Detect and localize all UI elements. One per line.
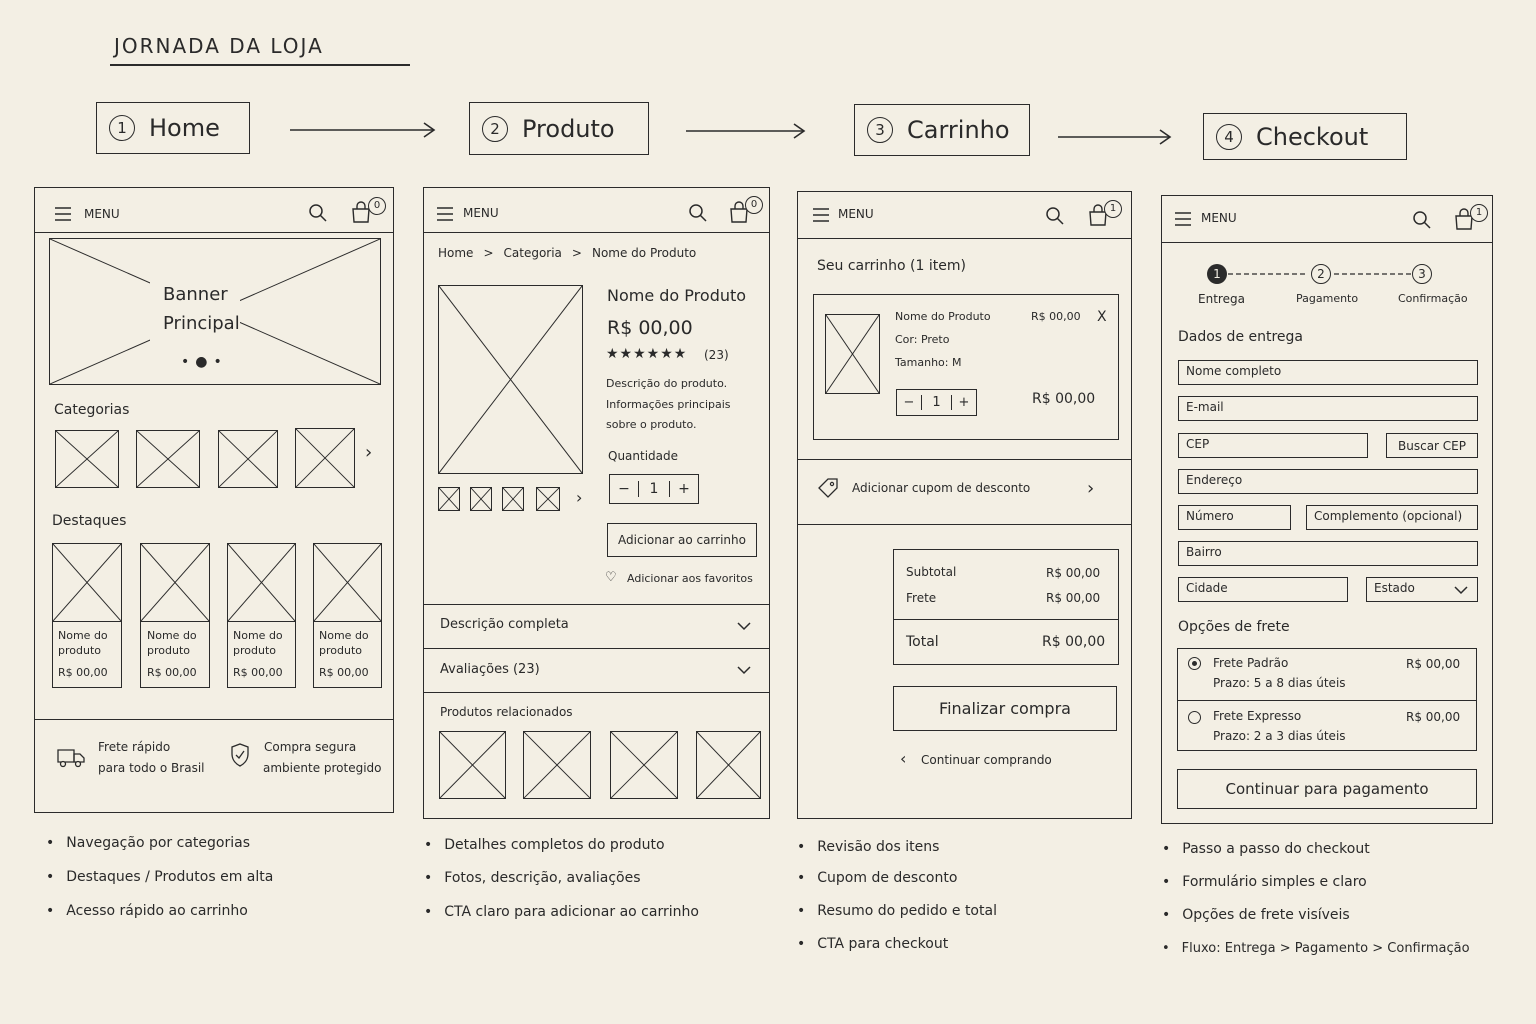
note-item: • CTA claro para adicionar ao carrinho — [424, 904, 699, 920]
product-price: R$ 00,00 — [319, 666, 369, 679]
review-count: (23) — [704, 348, 729, 362]
section-divider — [423, 648, 770, 649]
address-field[interactable]: Endereço — [1178, 469, 1478, 494]
breadcrumb-home[interactable]: Home — [438, 246, 474, 260]
shipping-label: Frete — [906, 591, 937, 605]
chevron-down-icon[interactable] — [1453, 584, 1469, 596]
continue-shopping-link[interactable]: Continuar comprando — [921, 753, 1052, 767]
title-underline — [110, 64, 410, 66]
note-item: • Cupom de desconto — [797, 870, 957, 886]
cart-item-size: Tamanho: M — [895, 356, 962, 369]
related-product-placeholder[interactable] — [523, 731, 591, 799]
shipping-option-name: Frete Expresso — [1213, 709, 1302, 723]
section-divider — [797, 524, 1132, 525]
hamburger-menu-icon[interactable] — [812, 207, 830, 223]
search-icon[interactable] — [1412, 210, 1432, 230]
search-icon[interactable] — [688, 203, 708, 223]
delivery-section-heading: Dados de entrega — [1178, 329, 1304, 345]
continue-to-payment-button[interactable]: Continuar para pagamento — [1177, 769, 1477, 809]
product-name: Nome do — [233, 629, 283, 642]
cart-count-badge: 1 — [1470, 204, 1488, 222]
product-price: R$ 00,00 — [233, 666, 283, 679]
flow-arrow — [288, 118, 438, 142]
note-item: • CTA para checkout — [797, 936, 948, 952]
product-image-placeholder — [53, 544, 121, 622]
breadcrumb-separator: > — [483, 246, 494, 260]
category-placeholder[interactable] — [55, 430, 119, 488]
note-item: • Opções de frete visíveis — [1162, 907, 1350, 923]
checkout-button[interactable]: Finalizar compra — [893, 686, 1117, 731]
product-name: produto — [233, 644, 276, 657]
category-placeholder[interactable] — [218, 430, 278, 488]
number-field[interactable]: Número — [1178, 505, 1291, 530]
full-name-field[interactable]: Nome completo — [1178, 360, 1478, 385]
step-home — [96, 102, 250, 154]
step-produto — [469, 102, 649, 155]
reviews-accordion[interactable]: Avaliações (23) — [440, 662, 540, 677]
radio-dot — [1192, 661, 1197, 666]
star-rating: ★★★★★★ — [606, 346, 688, 362]
step-number: 3 — [867, 117, 893, 143]
carousel-dots[interactable]: •●• — [181, 354, 228, 370]
highlights-heading: Destaques — [52, 513, 127, 529]
product-description: Informações principais — [606, 398, 731, 411]
complement-field[interactable]: Complemento (opcional) — [1306, 505, 1478, 530]
thumbnail-placeholder[interactable] — [502, 487, 524, 511]
quantity-value: 1 — [649, 481, 659, 497]
product-image-placeholder — [141, 544, 209, 622]
product-name: produto — [319, 644, 362, 657]
product-card[interactable] — [227, 543, 296, 688]
search-cep-button[interactable]: Buscar CEP — [1386, 433, 1478, 458]
cart-item-color: Cor: Preto — [895, 333, 950, 346]
banner-label-2: Principal — [163, 313, 240, 334]
header-divider — [423, 232, 770, 233]
product-image-placeholder — [228, 544, 295, 622]
menu-label[interactable]: MENU — [84, 207, 120, 221]
menu-label[interactable]: MENU — [463, 206, 499, 220]
related-product-placeholder[interactable] — [439, 731, 506, 799]
category-placeholder[interactable] — [136, 430, 200, 488]
note-item: • Detalhes completos do produto — [424, 837, 665, 853]
add-to-cart-button[interactable]: Adicionar ao carrinho — [607, 523, 757, 557]
categories-heading: Categorias — [54, 402, 130, 418]
increment-button[interactable]: + — [669, 481, 698, 497]
flow-arrow — [1056, 125, 1174, 149]
decrement-button[interactable]: − — [610, 481, 639, 497]
chevron-down-icon[interactable] — [736, 620, 752, 632]
note-item: • Fotos, descrição, avaliações — [424, 870, 640, 886]
step-label: Checkout — [1256, 122, 1369, 151]
product-card[interactable] — [313, 543, 382, 688]
state-select-value: Estado — [1374, 581, 1415, 595]
section-divider — [797, 459, 1132, 460]
shipping-text: para todo o Brasil — [98, 761, 205, 775]
hamburger-menu-icon[interactable] — [54, 206, 72, 222]
related-product-placeholder[interactable] — [610, 731, 678, 799]
quantity-stepper[interactable] — [896, 389, 977, 416]
shipping-option-name: Frete Padrão — [1213, 656, 1289, 670]
note-item: • Acesso rápido ao carrinho — [46, 903, 248, 919]
truck-icon — [56, 747, 86, 769]
decrement-button[interactable]: − — [897, 395, 922, 410]
product-description: Descrição do produto. — [606, 377, 728, 390]
cart-item-name: Nome do Produto — [895, 310, 991, 323]
step-number: 1 — [109, 115, 135, 141]
stepper-label: Pagamento — [1296, 292, 1359, 305]
total-label: Total — [906, 634, 939, 650]
category-placeholder[interactable] — [295, 428, 355, 488]
section-divider — [423, 692, 770, 693]
heart-icon[interactable]: ♡ — [605, 570, 617, 585]
hamburger-menu-icon[interactable] — [1174, 211, 1192, 227]
add-to-favorites-link[interactable]: Adicionar aos favoritos — [627, 572, 753, 585]
thumbnail-placeholder[interactable] — [438, 487, 460, 511]
product-image-placeholder — [314, 544, 381, 622]
menu-label[interactable]: MENU — [1201, 211, 1237, 225]
shield-icon — [229, 742, 251, 768]
product-card[interactable] — [52, 543, 122, 688]
header-divider — [797, 238, 1132, 239]
secure-text: Compra segura — [264, 740, 357, 754]
subtotal-label: Subtotal — [906, 565, 957, 579]
add-coupon-link[interactable]: Adicionar cupom de desconto — [852, 481, 1031, 495]
cart-count-badge: 0 — [368, 197, 386, 215]
thumbnail-placeholder[interactable] — [470, 487, 492, 511]
shipping-text: Frete rápido — [98, 740, 171, 754]
note-item: • Destaques / Produtos em alta — [46, 869, 273, 885]
chevron-down-icon[interactable] — [736, 664, 752, 676]
cart-item-price: R$ 00,00 — [1031, 310, 1081, 323]
cep-field[interactable]: CEP — [1178, 433, 1368, 458]
email-field[interactable]: E-mail — [1178, 396, 1478, 421]
related-products-heading: Produtos relacionados — [440, 705, 573, 719]
related-product-placeholder[interactable] — [696, 731, 761, 799]
note-item: • Fluxo: Entrega > Pagamento > Confirmação — [1162, 941, 1470, 956]
product-name: Nome do — [58, 629, 108, 642]
tag-icon — [816, 477, 840, 501]
radio-unselected[interactable] — [1188, 711, 1201, 724]
step-number: 2 — [482, 116, 508, 142]
district-field[interactable]: Bairro — [1178, 541, 1478, 566]
search-icon[interactable] — [308, 203, 328, 223]
cart-count-badge: 0 — [745, 196, 763, 214]
chevron-right-icon[interactable]: › — [365, 442, 373, 463]
breadcrumb-separator: > — [571, 246, 582, 260]
quantity-value: 1 — [932, 395, 941, 410]
step-checkout — [1203, 113, 1407, 160]
breadcrumb-category[interactable]: Categoria — [503, 246, 562, 260]
shipping-value: R$ 00,00 — [1046, 591, 1101, 605]
product-price: R$ 00,00 — [58, 666, 108, 679]
note-item: • Revisão dos itens — [797, 839, 939, 855]
city-field[interactable]: Cidade — [1178, 577, 1348, 602]
product-name: produto — [147, 644, 190, 657]
breadcrumb — [438, 246, 696, 260]
product-price: R$ 00,00 — [607, 317, 693, 339]
remove-item-button[interactable]: X — [1097, 309, 1107, 325]
diagram-title: JORNADA DA LOJA — [114, 34, 324, 58]
thumbnail-placeholder[interactable] — [536, 487, 560, 511]
stepper-step-active: 1 — [1207, 264, 1227, 284]
summary-divider — [893, 619, 1119, 620]
note-item: • Navegação por categorias — [46, 835, 250, 851]
header-divider — [34, 232, 394, 233]
search-icon[interactable] — [1045, 206, 1065, 226]
cart-item-total: R$ 00,00 — [1032, 391, 1096, 407]
header-divider — [1161, 242, 1493, 243]
product-price: R$ 00,00 — [147, 666, 197, 679]
product-description: sobre o produto. — [606, 418, 697, 431]
note-item: • Resumo do pedido e total — [797, 903, 997, 919]
banner-label: Banner — [163, 284, 228, 305]
chevron-left-icon[interactable]: ‹ — [900, 749, 907, 768]
step-carrinho — [854, 104, 1030, 156]
cart-item-image-placeholder — [825, 314, 880, 394]
shipping-option-price: R$ 00,00 — [1406, 657, 1461, 671]
full-description-accordion[interactable]: Descrição completa — [440, 617, 569, 632]
step-label: Produto — [522, 114, 615, 143]
chevron-right-icon[interactable]: › — [1087, 478, 1095, 499]
step-label: Home — [149, 114, 220, 142]
menu-label[interactable]: MENU — [838, 207, 874, 221]
breadcrumb-product: Nome do Produto — [591, 246, 697, 260]
secure-text: ambiente protegido — [263, 761, 382, 775]
stepper-step: 3 — [1412, 264, 1432, 284]
product-card[interactable] — [140, 543, 210, 688]
product-name: Nome do — [319, 629, 369, 642]
total-value: R$ 00,00 — [1042, 634, 1106, 650]
subtotal-value: R$ 00,00 — [1046, 566, 1101, 580]
note-item: • Formulário simples e claro — [1162, 874, 1367, 890]
product-image-placeholder — [438, 285, 583, 474]
product-name: Nome do Produto — [607, 286, 747, 305]
product-name: produto — [58, 644, 101, 657]
cart-count-badge: 1 — [1104, 200, 1122, 218]
hamburger-menu-icon[interactable] — [436, 206, 454, 222]
footer-divider — [34, 719, 394, 720]
increment-button[interactable]: + — [951, 395, 976, 410]
stepper-label: Confirmação — [1398, 292, 1468, 305]
shipping-options-heading: Opções de frete — [1178, 619, 1290, 635]
quantity-label: Quantidade — [608, 449, 679, 463]
shipping-option-term: Prazo: 5 a 8 dias úteis — [1213, 676, 1346, 690]
step-label: Carrinho — [907, 116, 1010, 144]
section-divider — [423, 604, 770, 605]
cart-heading: Seu carrinho (1 item) — [817, 258, 966, 274]
quantity-stepper[interactable] — [609, 474, 699, 504]
flow-arrow — [684, 119, 808, 143]
shipping-option-price: R$ 00,00 — [1406, 710, 1461, 724]
product-name: Nome do — [147, 629, 197, 642]
stepper-step: 2 — [1311, 264, 1331, 284]
shipping-option-term: Prazo: 2 a 3 dias úteis — [1213, 729, 1346, 743]
shipping-divider — [1177, 700, 1477, 701]
note-item: • Passo a passo do checkout — [1162, 841, 1370, 857]
chevron-right-icon[interactable]: › — [576, 488, 583, 507]
stepper-label: Entrega — [1198, 292, 1245, 306]
step-number: 4 — [1216, 124, 1242, 150]
